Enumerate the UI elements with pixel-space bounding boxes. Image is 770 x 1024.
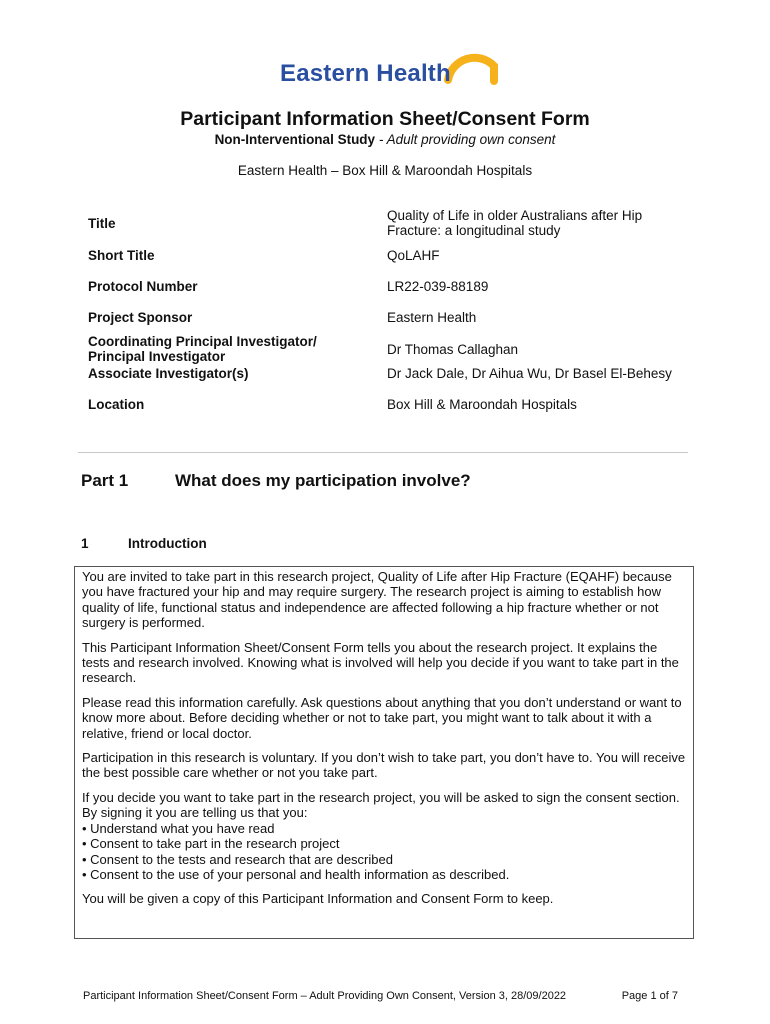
info-label bbox=[88, 334, 358, 364]
logo-text: Eastern Health bbox=[280, 60, 451, 87]
eastern-health-logo bbox=[280, 40, 510, 92]
info-label: Project Sponsor bbox=[88, 310, 193, 325]
document-subtitle bbox=[0, 132, 770, 147]
info-value: Quality of Life in older Australians after Hip Fracture: a longitudinal study bbox=[387, 208, 643, 238]
info-label: Location bbox=[88, 397, 145, 412]
info-label-line: Principal Investigator bbox=[88, 349, 226, 364]
part-title: What does my participation involve? bbox=[175, 471, 471, 490]
document-title: Participant Information Sheet/Consent Form bbox=[180, 108, 590, 130]
info-value: Box Hill & Maroondah Hospitals bbox=[387, 397, 577, 412]
info-value: Eastern Health bbox=[387, 310, 477, 325]
info-value: Dr Thomas Callaghan bbox=[387, 342, 519, 357]
info-value: Dr Jack Dale, Dr Aihua Wu, Dr Basel El-Behesy bbox=[387, 366, 672, 381]
list-item: • Consent to take part in the research project bbox=[82, 836, 340, 852]
introduction-box bbox=[74, 566, 694, 939]
intro-paragraph: Participation in this research is voluntary. If you don’t wish to take part, you don’t have to. You will receive the best possible care whether or not you take part. bbox=[82, 750, 686, 781]
section-title: Introduction bbox=[128, 536, 207, 551]
hospitals-line: Eastern Health – Box Hill & Maroondah Hospitals bbox=[237, 163, 533, 178]
intro-paragraph: This Participant Information Sheet/Consent Form tells you about the research project. It explains the tests and research involved. Knowing what is involved will help you decide if you want to take part in the research. bbox=[82, 639, 679, 686]
section-divider bbox=[78, 452, 688, 453]
info-row-title bbox=[88, 200, 708, 240]
info-row-location bbox=[88, 396, 708, 427]
info-label: Protocol Number bbox=[88, 279, 198, 294]
project-info-table bbox=[88, 200, 708, 427]
info-row-sponsor bbox=[88, 302, 708, 333]
info-label: Title bbox=[88, 216, 116, 231]
section-number: 1 bbox=[81, 536, 89, 551]
info-row-protocol bbox=[88, 271, 708, 302]
info-label: Short Title bbox=[88, 248, 155, 263]
list-item: • Consent to the tests and research that are described bbox=[82, 851, 393, 867]
consent-type: - Adult providing own consent bbox=[375, 132, 556, 147]
info-row-cpi bbox=[88, 333, 708, 365]
part-label: Part 1 bbox=[81, 471, 129, 490]
info-label: Associate Investigator(s) bbox=[88, 366, 249, 381]
consent-list bbox=[82, 790, 686, 882]
info-value: LR22-039-88189 bbox=[387, 279, 489, 294]
intro-paragraph: Please read this information carefully. Ask questions about anything that you don’t understand or want to know more about. Before deciding whether or not to take part, you might want to talk about it with a relative, friend or local doctor. bbox=[82, 694, 682, 741]
info-row-short-title bbox=[88, 240, 708, 271]
info-value: QoLAHF bbox=[387, 248, 440, 263]
list-item: • Understand what you have read bbox=[82, 820, 275, 836]
intro-paragraph: If you decide you want to take part in the research project, you will be asked to sign the consent section. By signing it you are telling us that you: bbox=[82, 789, 680, 821]
intro-paragraph: You are invited to take part in this research project, Quality of Life after Hip Fracture (EQAHF) because you have fractured your hip and may require surgery. The research project is aiming to establish how quality of life, functional status and independence are affected following a hip fracture whether or not surgery is performed. bbox=[82, 569, 672, 631]
list-item: • Consent to the use of your personal and health information as described. bbox=[82, 866, 510, 882]
info-row-associates bbox=[88, 365, 708, 396]
intro-paragraph: You will be given a copy of this Participant Information and Consent Form to keep. bbox=[82, 891, 554, 907]
info-label-line: Coordinating Principal Investigator/ bbox=[88, 334, 317, 349]
footer-version: Participant Information Sheet/Consent Form – Adult Providing Own Consent, Version 3, 28/09/2022 bbox=[83, 990, 567, 1002]
study-type: Non-Interventional Study bbox=[214, 132, 376, 147]
page-number: Page 1 of 7 bbox=[621, 990, 678, 1002]
